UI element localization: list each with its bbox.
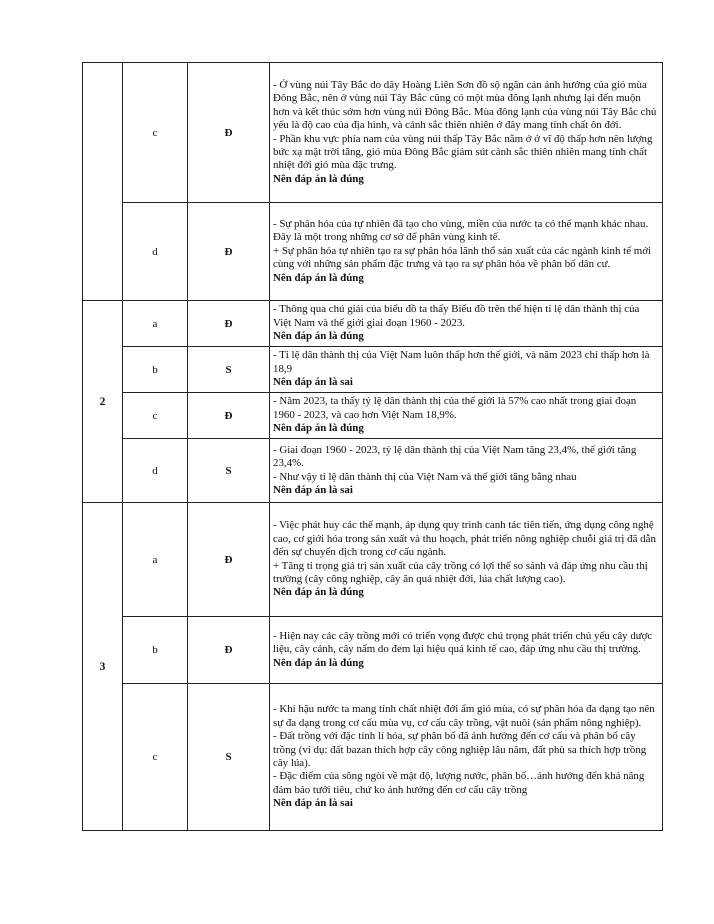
question-number-cell [83, 63, 123, 301]
part-label: c [123, 63, 188, 203]
explanation-cell [270, 301, 663, 347]
part-label: d [123, 203, 188, 301]
explanation-line: - Khí hậu nước ta mang tính chất nhiệt đới ẩm gió mùa, có sự phân hóa đa dạng tạo nên sự đa dạng trong cơ cấu mùa vụ, cơ cấu cây trồng, vật nuôi (sản phẩm nông nghiệp). [273, 703, 655, 729]
part-label: c [123, 684, 188, 831]
explanation-line: - Hiện nay các cây trồng mới có triển vọng được chú trọng phát triển chủ yếu cây dược liệu, cây cảnh, cây nấm do đem lại hiệu quả kinh tế cao, đáp ứng nhu cầu thị trường. [273, 629, 653, 656]
verdict-text: Nên đáp án là đúng [273, 172, 364, 185]
verdict-text: Nên đáp án là đúng [273, 586, 364, 599]
part-label: d [123, 439, 188, 503]
explanation-cell [270, 617, 663, 684]
answer-mark: Đ [188, 203, 270, 301]
verdict-text: Nên đáp án là sai [273, 483, 353, 496]
verdict-text: Nên đáp án là đúng [273, 271, 364, 284]
table-row [83, 301, 663, 347]
table-row [83, 63, 663, 203]
explanation-line: - Thông qua chú giải của biểu đồ ta thấy Biểu đồ trên thể hiện tỉ lệ dân thành thị của Việt Nam và thế giới giai đoạn 1960 - 2023. [273, 303, 640, 329]
part-label: c [123, 393, 188, 439]
answer-mark: S [188, 439, 270, 503]
table-row [83, 503, 663, 617]
table-row [83, 617, 663, 684]
verdict-text: Nên đáp án là sai [273, 376, 353, 389]
explanation-line: - Đặc điểm của sông ngòi về mật độ, lượng nước, phân bố…ảnh hưởng đến khả năng đảm bảo tưới tiêu, chứ ko ảnh hưởng đến cơ cấu cây trồng [273, 770, 645, 796]
answer-table [82, 62, 663, 831]
answer-mark: Đ [188, 503, 270, 617]
answer-mark: Đ [188, 393, 270, 439]
explanation-line: - Đất trồng với đặc tính lí hóa, sự phân bố đã ảnh hưởng đến cơ cấu và phân bố cây trồng (ví dụ: đất bazan thích hợp cây công nghiệp lâu năm, đất phù sa thích hợp trồng cây lúa). [273, 730, 647, 769]
answer-mark: S [188, 684, 270, 831]
question-number: 2 [83, 301, 123, 503]
explanation-line: - Sự phân hóa của tự nhiên đã tạo cho vùng, miền của nước ta có thế mạnh khác nhau. Đây là một trong những cơ sở để phân vùng kinh tế. [273, 217, 649, 244]
question-number: 3 [83, 503, 123, 831]
explanation-line: - Việc phát huy các thế mạnh, áp dụng quy trình canh tác tiên tiến, ứng dụng công nghệ cao, cơ giới hóa trong sản xuất và thu hoạch, phát triển nông nghiệp chuỗi giá trị đã dẫn đến sự chuyển dịch trong cơ cấu ngành. [273, 519, 656, 559]
part-label: a [123, 503, 188, 617]
verdict-text: Nên đáp án là sai [273, 797, 353, 810]
explanation-line: - Tỉ lệ dân thành thị của Việt Nam luôn thấp hơn thế giới, và năm 2023 chỉ thấp hơn là 18,9 [273, 349, 650, 375]
table-row [83, 439, 663, 503]
verdict-text: Nên đáp án là đúng [273, 656, 364, 669]
explanation-line: - Ở vùng núi Tây Bắc do dãy Hoàng Liên Sơn đồ sộ ngăn cản ảnh hưởng của gió mùa Đông Bắc, nên ở vùng núi Tây Bắc cũng có một mùa đông lạnh nhưng lại đến muộn hơn và kết thúc sớm hơn vùng núi Đông Bắc. Mùa đông lạnh của vùng núi Tây Bắc chủ yếu là độ cao của địa hình, và cảnh sắc thiên nhiên ở đây mang tính chất ôn đới. [273, 78, 657, 132]
table-row [83, 203, 663, 301]
part-label: a [123, 301, 188, 347]
answer-mark: Đ [188, 63, 270, 203]
explanation-cell [270, 684, 663, 831]
part-label: b [123, 617, 188, 684]
explanation-line: + Tăng tỉ trọng giá trị sản xuất của cây trồng có lợi thế so sánh và đáp ứng nhu cầu thị trường (cây công nghiệp, cây ăn quả nhiệt đới, lúa chất lượng cao). [273, 559, 648, 585]
explanation-cell [270, 203, 663, 301]
explanation-line: - Như vậy tỉ lệ dân thành thị của Việt Nam và thế giới tăng bằng nhau [273, 470, 577, 483]
explanation-cell [270, 503, 663, 617]
explanation-cell [270, 439, 663, 503]
answer-mark: Đ [188, 301, 270, 347]
explanation-cell [270, 63, 663, 203]
part-label: b [123, 347, 188, 393]
explanation-cell [270, 393, 663, 439]
table-row [83, 347, 663, 393]
answer-mark: Đ [188, 617, 270, 684]
explanation-line: + Sự phân hóa tự nhiên tạo ra sự phân hóa lãnh thổ sản xuất của các ngành kinh tế mới cùng với những sản phẩm đặc trưng và tạo ra sự phân hóa về phân bố dân cư. [273, 244, 652, 271]
explanation-cell [270, 347, 663, 393]
verdict-text: Nên đáp án là đúng [273, 330, 364, 343]
explanation-line: - Phần khu vực phía nam của vùng núi thấp Tây Bắc nằm ở ở vĩ độ thấp hơn nên lượng bức xạ mặt trời tăng, gió mùa Đông Bắc giảm sút cảnh sắc thiên nhiên mang tính chất nhiệt đới gió mùa đặc trưng. [273, 132, 653, 172]
table-row [83, 393, 663, 439]
verdict-text: Nên đáp án là đúng [273, 422, 364, 435]
explanation-line: - Năm 2023, ta thấy tỷ lệ dân thành thị của thế giới là 57% cao nhất trong giai đoạn 1960 - 2023, và cao hơn Việt Nam 18,9%. [273, 395, 637, 421]
table-row [83, 684, 663, 831]
answer-mark: S [188, 347, 270, 393]
explanation-line: - Giai đoạn 1960 - 2023, tỷ lệ dân thành thị của Việt Nam tăng 23,4%, thế giới tăng 23,4%. [273, 443, 637, 470]
